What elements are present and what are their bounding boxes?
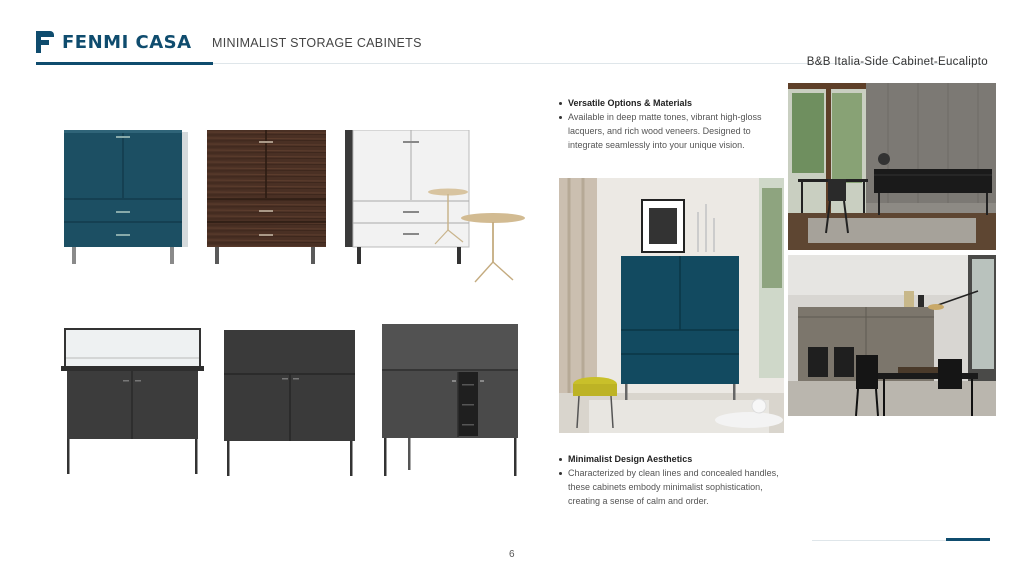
footer-rule-accent bbox=[946, 538, 990, 541]
page-number: 6 bbox=[509, 549, 515, 560]
cabinet-teal-image bbox=[64, 130, 188, 264]
section-heading: Minimalist Design Aesthetics bbox=[568, 454, 693, 464]
cabinet-vitrine-image bbox=[61, 328, 204, 475]
cabinet-graphite-image bbox=[224, 330, 356, 476]
section-heading: Versatile Options & Materials bbox=[568, 98, 693, 108]
header-rule-accent bbox=[36, 62, 213, 65]
section-versatile-options bbox=[559, 96, 787, 152]
brand-logo bbox=[36, 31, 192, 53]
bullet-icon bbox=[559, 102, 562, 105]
bullet-icon bbox=[559, 472, 562, 475]
footer-rule bbox=[812, 540, 946, 541]
brand-name: FENMI CASA bbox=[62, 31, 192, 53]
section-body: Available in deep matte tones, vibrant high-gloss lacquers, and rich wood veneers. Designed to integrate seamlessly into your unique vision. bbox=[568, 112, 762, 150]
page-title: MINIMALIST STORAGE CABINETS bbox=[212, 36, 422, 50]
cabinet-wood-image bbox=[207, 130, 326, 264]
section-minimalist-design bbox=[559, 452, 787, 508]
room-photo-teal-cabinet bbox=[559, 178, 784, 433]
room-photo-concrete-interior bbox=[788, 83, 996, 250]
logo-icon bbox=[36, 31, 55, 53]
cabinet-white-image bbox=[345, 130, 530, 284]
bullet-icon bbox=[559, 116, 562, 119]
cabinet-open-door-image bbox=[382, 324, 519, 476]
bullet-icon bbox=[559, 458, 562, 461]
room-photo-dining-interior bbox=[788, 255, 996, 416]
section-body: Characterized by clean lines and concealed handles, these cabinets embody minimalist sophistication, creating a sense of calm and order. bbox=[568, 468, 779, 506]
page-subtitle: B&B Italia-Side Cabinet-Eucalipto bbox=[806, 56, 988, 68]
